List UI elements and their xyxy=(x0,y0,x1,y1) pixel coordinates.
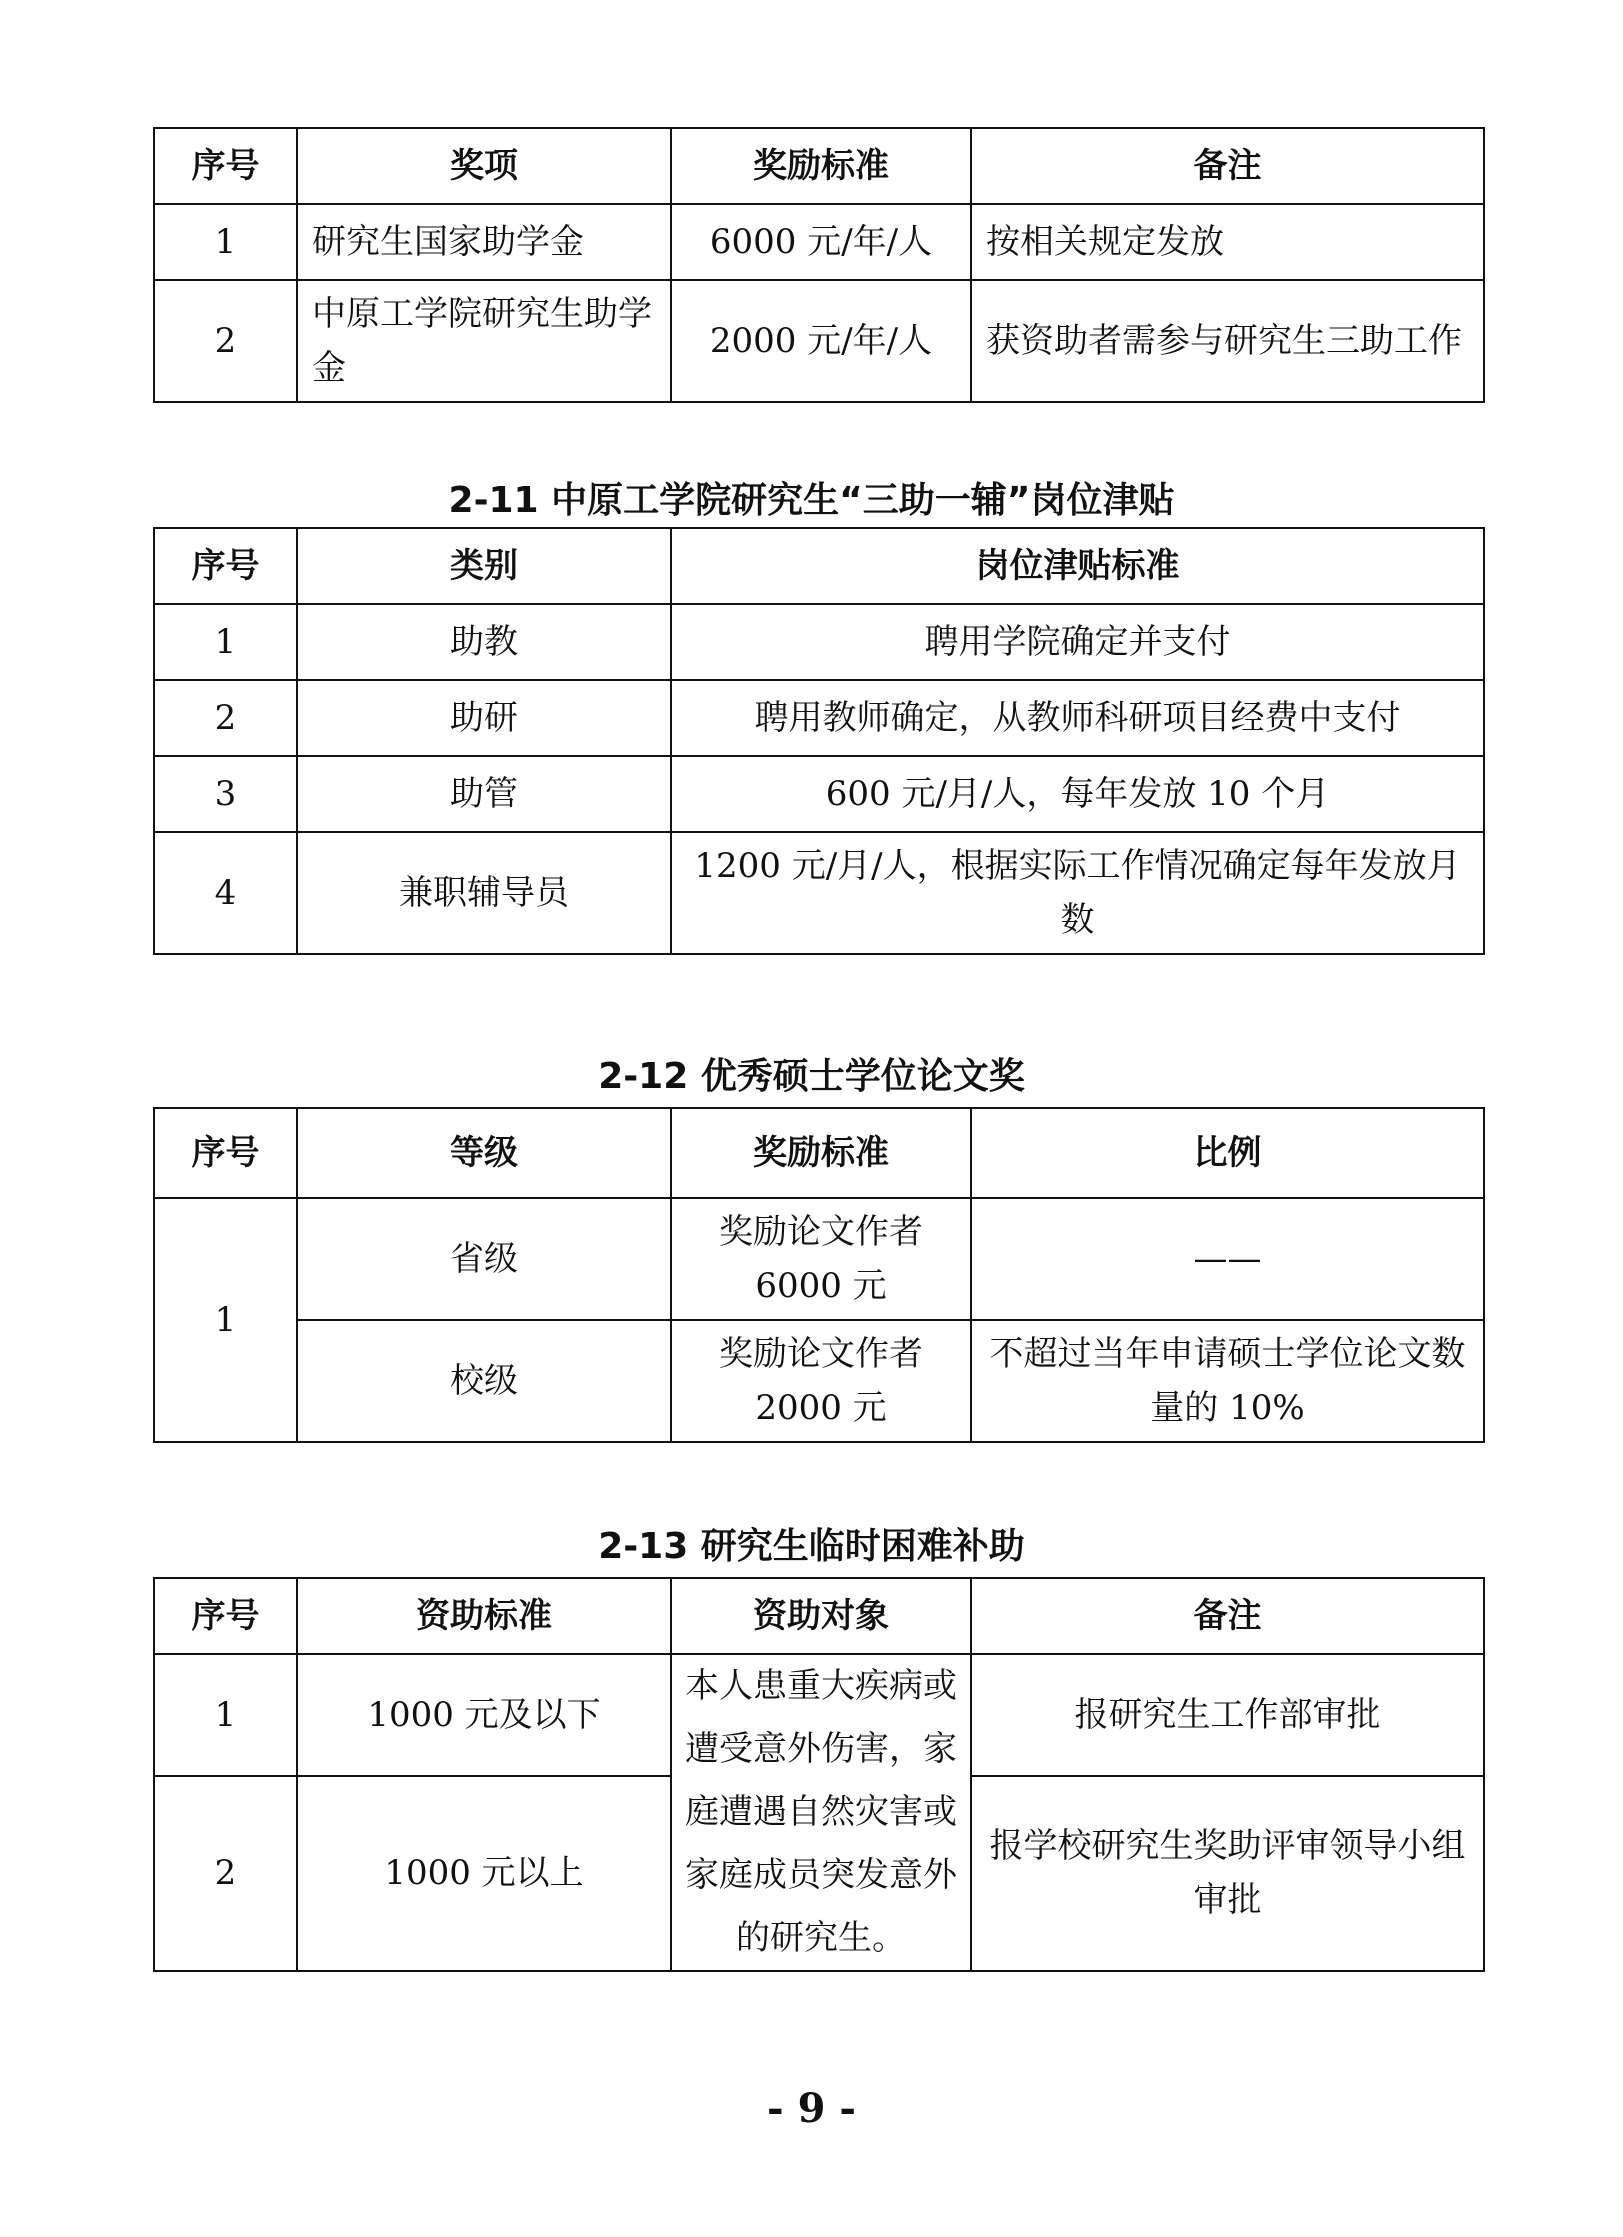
cell: 奖励论文作者2000 元 xyxy=(671,1320,971,1442)
cell: 600 元/月/人，每年发放 10 个月 xyxy=(671,756,1484,832)
cell: 中原工学院研究生助学金 xyxy=(297,280,671,402)
header-cell: 序号 xyxy=(154,528,297,604)
header-cell: 类别 xyxy=(297,528,671,604)
header-cell: 序号 xyxy=(154,1578,297,1654)
cell: 6000 元/年/人 xyxy=(671,204,971,280)
cell: 奖励论文作者6000 元 xyxy=(671,1198,971,1320)
table-header-row xyxy=(154,528,1484,604)
section-title: 2-11 中原工学院研究生“三助一辅”岗位津贴 xyxy=(448,480,1175,521)
header-cell: 等级 xyxy=(297,1108,671,1198)
cell: 1 xyxy=(154,204,297,280)
cell: 聘用学院确定并支付 xyxy=(671,604,1484,680)
allowance-table xyxy=(153,527,1485,955)
cell: 1000 元及以下 xyxy=(297,1654,671,1776)
cell: 助管 xyxy=(297,756,671,832)
section-title: 2-12 优秀硕士学位论文奖 xyxy=(598,1056,1025,1097)
hardship-subsidy-table xyxy=(153,1577,1485,1972)
cell: 聘用教师确定，从教师科研项目经费中支付 xyxy=(671,680,1484,756)
cell: —— xyxy=(971,1198,1484,1320)
table-row xyxy=(154,604,1484,680)
table-row xyxy=(154,204,1484,280)
section-title: 2-13 研究生临时困难补助 xyxy=(598,1526,1025,1567)
header-cell: 奖励标准 xyxy=(671,128,971,204)
header-cell: 备注 xyxy=(971,1578,1484,1654)
header-cell: 比例 xyxy=(971,1108,1484,1198)
cell: 2 xyxy=(154,680,297,756)
cell: 1200 元/月/人，根据实际工作情况确定每年发放月数 xyxy=(671,832,1484,954)
table-row xyxy=(154,1654,1484,1776)
cell: 报研究生工作部审批 xyxy=(971,1654,1484,1776)
cell: 不超过当年申请硕士学位论文数量的 10% xyxy=(971,1320,1484,1442)
header-cell: 资助对象 xyxy=(671,1578,971,1654)
page-number: - 9 - xyxy=(767,2085,856,2132)
thesis-award-table xyxy=(153,1107,1485,1443)
cell: 兼职辅导员 xyxy=(297,832,671,954)
cell: 助教 xyxy=(297,604,671,680)
cell: 2 xyxy=(154,280,297,402)
header-cell: 奖项 xyxy=(297,128,671,204)
header-cell: 资助标准 xyxy=(297,1578,671,1654)
table-row xyxy=(154,832,1484,954)
cell: 2 xyxy=(154,1776,297,1971)
cell: 1 xyxy=(154,1198,297,1442)
cell: 1 xyxy=(154,1654,297,1776)
header-cell: 备注 xyxy=(971,128,1484,204)
table-header-row xyxy=(154,1578,1484,1654)
cell: 获资助者需参与研究生三助工作 xyxy=(971,280,1484,402)
table-header-row xyxy=(154,128,1484,204)
cell: 3 xyxy=(154,756,297,832)
grant-table xyxy=(153,127,1485,403)
cell: 本人患重大疾病或遭受意外伤害，家庭遭遇自然灾害或家庭成员突发意外的研究生。 xyxy=(671,1654,971,1971)
table-row xyxy=(154,756,1484,832)
cell: 按相关规定发放 xyxy=(971,204,1484,280)
header-cell: 奖励标准 xyxy=(671,1108,971,1198)
cell: 1 xyxy=(154,604,297,680)
cell: 助研 xyxy=(297,680,671,756)
table-row xyxy=(154,680,1484,756)
table-header-row xyxy=(154,1108,1484,1198)
cell: 1000 元以上 xyxy=(297,1776,671,1971)
header-cell: 序号 xyxy=(154,1108,297,1198)
table-row xyxy=(154,1320,1484,1442)
cell: 4 xyxy=(154,832,297,954)
cell: 2000 元/年/人 xyxy=(671,280,971,402)
cell: 校级 xyxy=(297,1320,671,1442)
cell: 报学校研究生奖助评审领导小组审批 xyxy=(971,1776,1484,1971)
table-row xyxy=(154,280,1484,402)
cell: 研究生国家助学金 xyxy=(297,204,671,280)
cell: 省级 xyxy=(297,1198,671,1320)
header-cell: 序号 xyxy=(154,128,297,204)
header-cell: 岗位津贴标准 xyxy=(671,528,1484,604)
table-row xyxy=(154,1198,1484,1320)
